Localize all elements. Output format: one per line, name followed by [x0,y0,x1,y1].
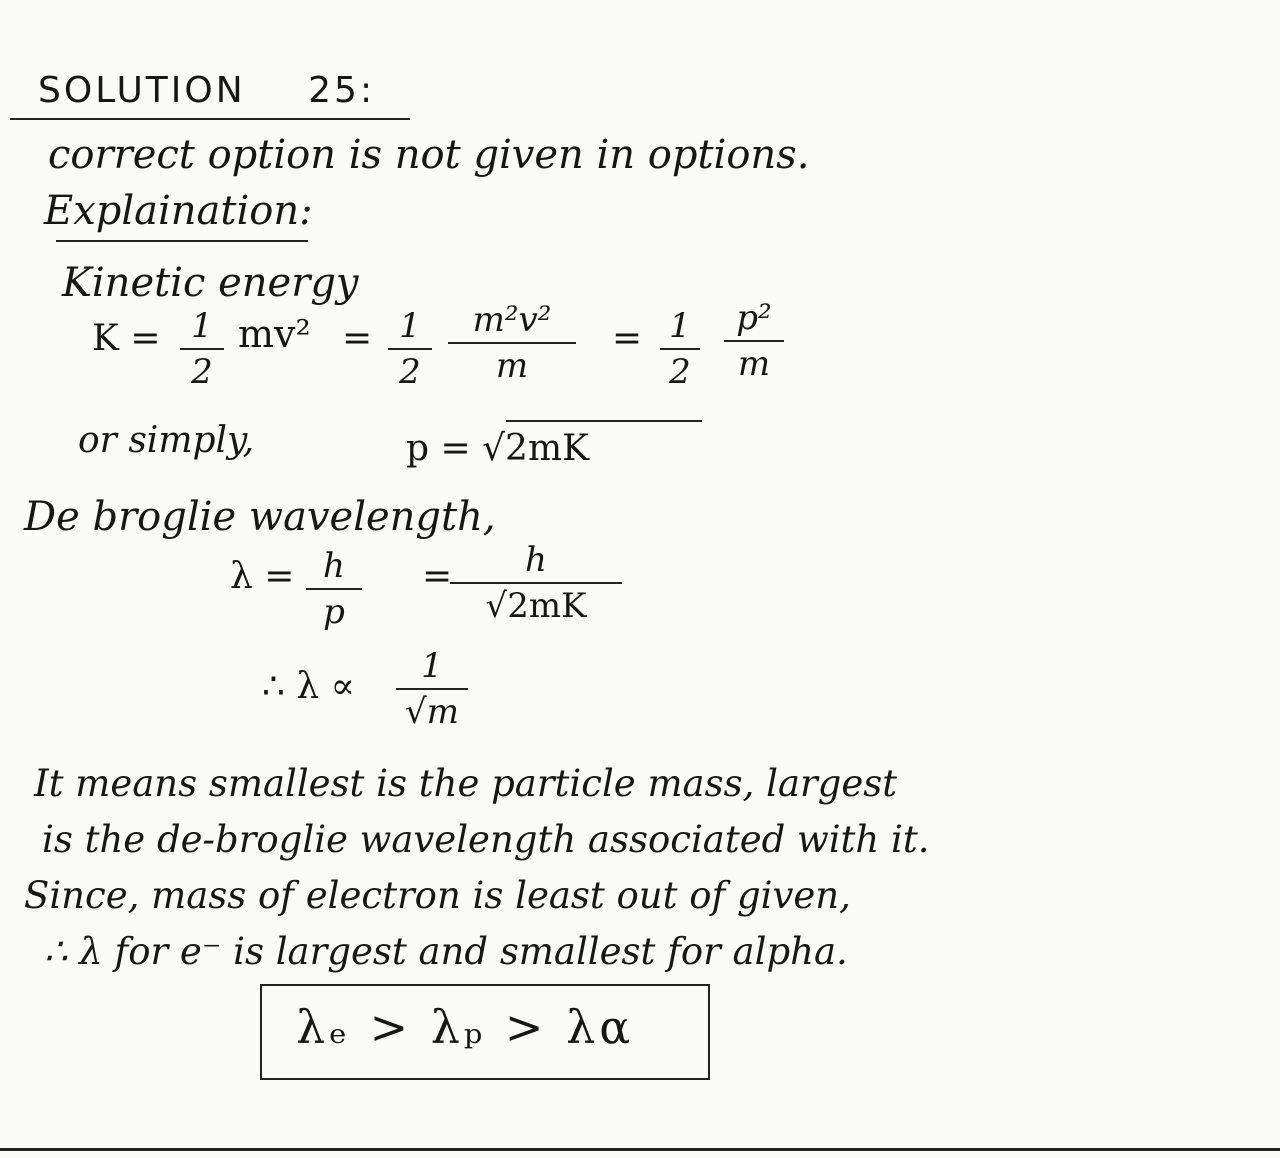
solution-heading [38,70,375,111]
m-denominator: m [737,344,771,384]
one-numerator: 1 [421,646,443,686]
de-broglie-label: De broglie wavelength, [24,494,496,540]
p2-over-m-fraction [724,298,784,384]
question-number: 25: [308,70,376,111]
conclusion-line-1: It means smallest is the particle mass, largest [34,762,898,805]
momentum-formula: p = √2mK [406,428,589,469]
h2-numerator: h [525,540,547,580]
one-over-sqrtm-fraction [396,646,468,732]
fraction-bar [396,688,468,690]
half2-numerator: 1 [399,306,421,346]
conclusion-line-3: Since, mass of electron is least out of given, [24,874,851,917]
half1-numerator: 1 [191,306,213,346]
half-fraction-1 [180,306,224,392]
h-numerator: h [323,546,345,586]
m2v2-numerator: m²v² [472,300,552,340]
half2-denominator: 2 [399,352,421,392]
page-bottom-border [0,1148,1280,1151]
half1-denominator: 2 [191,352,213,392]
therefore-lambda-proportional: ∴ λ ∝ [262,666,355,707]
conclusion-line-4: ∴ λ for e⁻ is largest and smallest for alpha. [44,930,848,973]
explanation-underline [56,240,308,242]
mv-squared: mv² [238,312,311,356]
heading-underline [10,118,410,120]
m2v2-denominator: m [495,346,529,386]
lambda-equals: λ = [230,556,295,597]
or-simply-label: or simply, [78,420,255,461]
equals-lambda: = [422,556,453,597]
half3-denominator: 2 [669,352,691,392]
sqrtm-denominator: √m [405,692,459,732]
fraction-bar [180,348,224,350]
fraction-bar [448,342,576,344]
fraction-bar [450,582,622,584]
result-formula: λₑ > λₚ > λα [296,1000,635,1054]
equals-2: = [342,318,373,359]
h-over-sqrt2mk-fraction [450,540,622,626]
kinetic-energy-label: Kinetic energy [62,260,359,306]
equals-3: = [612,318,643,359]
fraction-bar [724,340,784,342]
half-fraction-3 [660,306,700,392]
p2-numerator: p² [736,298,772,338]
statement-text: correct option is not given in options. [48,132,810,178]
sqrt-overline [506,420,702,422]
sqrt2mk-denominator: √2mK [485,586,587,626]
explanation-label: Explaination: [44,188,313,234]
solution-word: SOLUTION [38,70,246,111]
fraction-bar [306,588,362,590]
fraction-bar [388,348,432,350]
half-fraction-2 [388,306,432,392]
fraction-bar [660,348,700,350]
h-over-p-fraction [306,546,362,632]
conclusion-line-2: is the de-broglie wavelength associated with it. [42,818,930,861]
p-denominator: p [323,592,345,632]
k-equals: K = [92,318,161,359]
m2v2-fraction [448,300,576,386]
half3-numerator: 1 [669,306,691,346]
